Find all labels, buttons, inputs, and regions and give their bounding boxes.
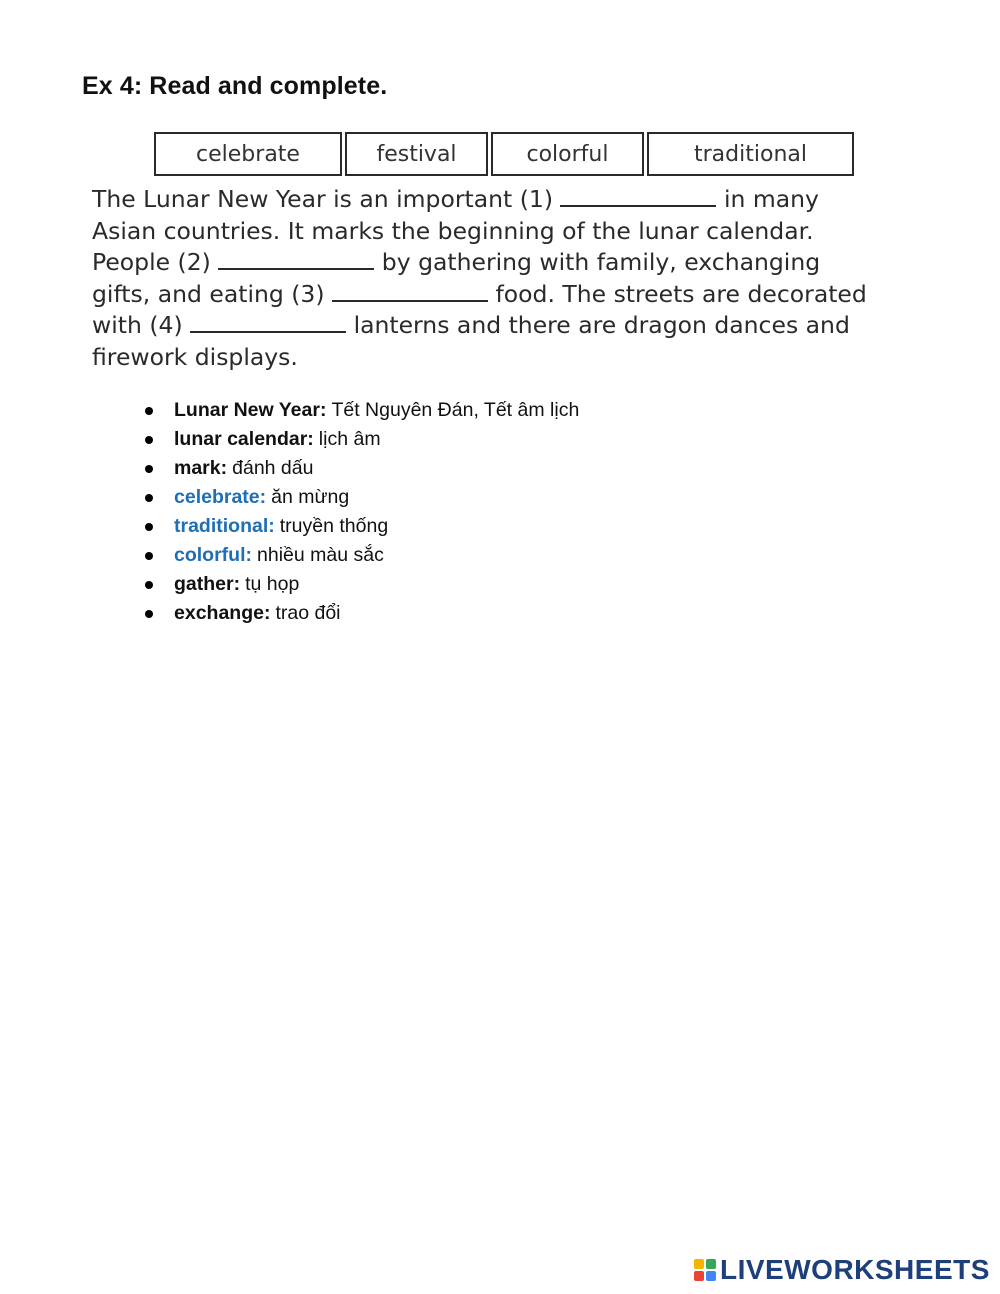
answer-blank-1[interactable]	[560, 185, 716, 207]
passage-line: firework displays.	[92, 342, 298, 371]
vocabulary-meaning: đánh dấu	[232, 457, 314, 479]
vocabulary-meaning: nhiều màu sắc	[257, 544, 384, 566]
vocabulary-item	[145, 599, 579, 628]
passage-line: The Lunar New Year is an important (1) in many	[92, 185, 819, 213]
vocabulary-meaning: ăn mừng	[271, 486, 350, 508]
word-bank-item: colorful	[491, 132, 644, 176]
vocabulary-term: celebrate:	[174, 486, 267, 508]
logo-square	[706, 1259, 716, 1269]
bullet-icon	[145, 465, 153, 473]
bullet-icon	[145, 407, 153, 415]
vocabulary-item	[145, 425, 579, 454]
passage-line: gifts, and eating (3) food. The streets are decorated	[92, 279, 867, 308]
word-bank	[154, 132, 854, 176]
vocabulary-item	[145, 454, 579, 483]
vocabulary-item	[145, 512, 579, 541]
vocabulary-meaning: Tết Nguyên Đán, Tết âm lịch	[331, 399, 580, 421]
vocabulary-term: exchange:	[174, 602, 271, 624]
vocabulary-item	[145, 541, 579, 570]
vocabulary-meaning: trao đổi	[275, 602, 341, 624]
brand-name: LIVEWORKSHEETS	[720, 1254, 990, 1285]
vocabulary-term: traditional:	[174, 515, 275, 537]
vocabulary-term: colorful:	[174, 544, 252, 566]
vocabulary-term: gather:	[174, 573, 241, 595]
exercise-title: Ex 4: Read and complete.	[82, 72, 388, 100]
vocabulary-term: lunar calendar:	[174, 428, 314, 450]
passage-line: Asian countries. It marks the beginning of the lunar calendar.	[92, 216, 814, 245]
passage-line: with (4) lanterns and there are dragon dances and	[92, 311, 850, 339]
word-bank-item: celebrate	[154, 132, 342, 176]
word-bank-item: festival	[345, 132, 488, 176]
bullet-icon	[145, 552, 153, 560]
word-bank-item: traditional	[647, 132, 854, 176]
bullet-icon	[145, 610, 153, 618]
reading-passage	[92, 184, 932, 373]
vocabulary-term: mark:	[174, 457, 228, 479]
liveworksheets-brand[interactable]	[694, 1254, 990, 1286]
vocabulary-meaning: truyền thống	[279, 515, 389, 537]
answer-blank-2[interactable]	[218, 248, 374, 270]
bullet-icon	[145, 581, 153, 589]
liveworksheets-logo-icon	[694, 1259, 716, 1281]
vocabulary-item	[145, 396, 579, 425]
vocabulary-term: Lunar New Year:	[174, 399, 327, 421]
vocabulary-meaning: tụ họp	[245, 573, 300, 595]
bullet-icon	[145, 494, 153, 502]
logo-square	[694, 1271, 704, 1281]
logo-square	[706, 1271, 716, 1281]
bullet-icon	[145, 436, 153, 444]
vocabulary-meaning: lịch âm	[318, 428, 381, 450]
passage-line: People (2) by gathering with family, exchanging	[92, 248, 821, 276]
answer-blank-4[interactable]	[190, 311, 346, 333]
answer-blank-3[interactable]	[332, 280, 488, 302]
vocabulary-list	[145, 396, 579, 628]
vocabulary-item	[145, 570, 579, 599]
logo-square	[694, 1259, 704, 1269]
vocabulary-item	[145, 483, 579, 512]
bullet-icon	[145, 523, 153, 531]
